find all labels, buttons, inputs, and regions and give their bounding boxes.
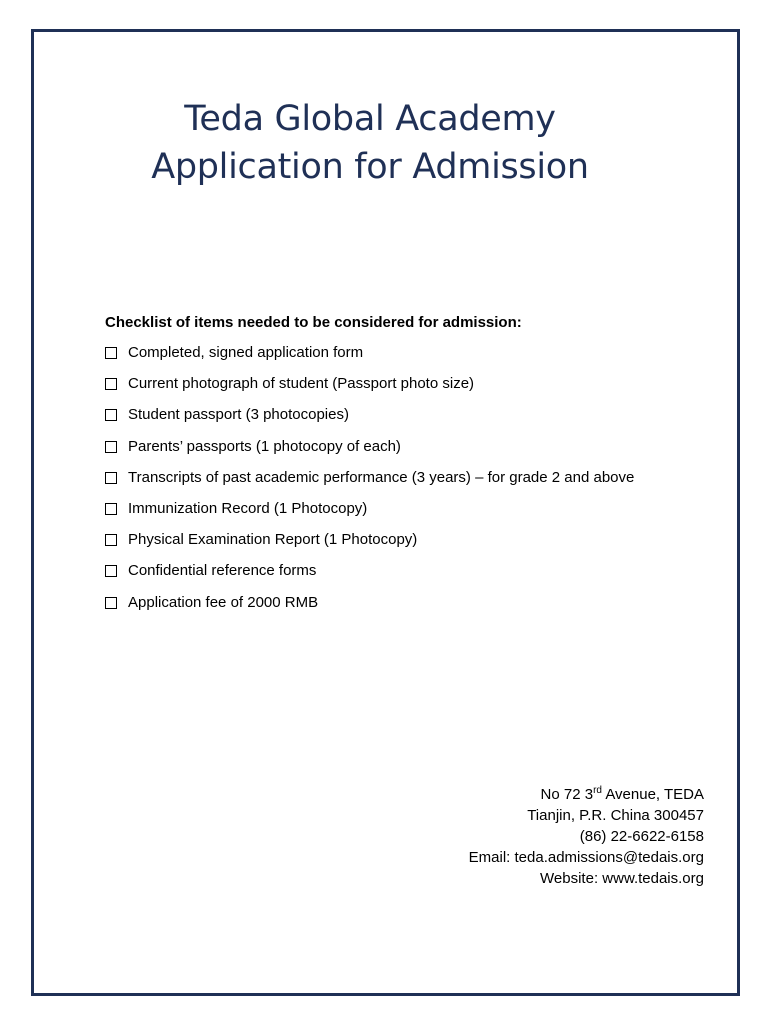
- checklist-item-label: Student passport (3 photocopies): [128, 406, 349, 424]
- checklist-item-label: Physical Examination Report (1 Photocopy): [128, 531, 418, 549]
- title-application: Application for Admission: [151, 147, 589, 187]
- checkbox-icon[interactable]: [105, 347, 117, 359]
- checklist-item-label: Current photograph of student (Passport photo size): [128, 375, 475, 393]
- checklist-item: [105, 561, 634, 592]
- contact-website[interactable]: Website: www.tedais.org: [540, 870, 704, 887]
- checklist-item: [105, 405, 634, 436]
- checklist-item: [105, 374, 634, 405]
- checklist-heading: Checklist of items needed to be considered for admission:: [105, 314, 522, 331]
- address-ordinal-suffix: rd: [593, 785, 602, 796]
- checkbox-icon[interactable]: [105, 409, 117, 421]
- contact-city: Tianjin, P.R. China 300457: [527, 807, 704, 824]
- contact-block: [469, 784, 704, 889]
- checklist-item-label: Application fee of 2000 RMB: [128, 593, 319, 611]
- address-number: No 72 3: [540, 786, 594, 803]
- checkbox-icon[interactable]: [105, 441, 117, 453]
- title-academy-name: Teda Global Academy: [184, 99, 556, 139]
- checkbox-icon[interactable]: [105, 472, 117, 484]
- checklist-item-label: Confidential reference forms: [128, 562, 317, 580]
- checkbox-icon[interactable]: [105, 534, 117, 546]
- checklist-item: [105, 437, 634, 468]
- checkbox-icon[interactable]: [105, 565, 117, 577]
- checklist-item-label: Completed, signed application form: [128, 344, 364, 361]
- checkbox-icon[interactable]: [105, 597, 117, 609]
- contact-phone: (86) 22-6622-6158: [579, 828, 704, 845]
- checkbox-icon[interactable]: [105, 378, 117, 390]
- checklist-item-label: Parents’ passports (1 photocopy of each): [128, 437, 401, 455]
- checklist-item: [105, 499, 634, 530]
- checklist-item-label: Transcripts of past academic performance (3 years) – for grade 2 and above: [128, 468, 635, 486]
- checklist-item: [105, 468, 634, 499]
- checklist-item-label: Immunization Record (1 Photocopy): [128, 499, 368, 517]
- checklist-item: [105, 530, 634, 561]
- contact-address: [469, 784, 704, 805]
- contact-email[interactable]: Email: teda.admissions@tedais.org: [468, 849, 704, 866]
- checklist: [105, 343, 634, 624]
- checkbox-icon[interactable]: [105, 503, 117, 515]
- checklist-item: [105, 343, 634, 374]
- checklist-item: [105, 593, 634, 624]
- address-street: Avenue, TEDA: [601, 786, 704, 803]
